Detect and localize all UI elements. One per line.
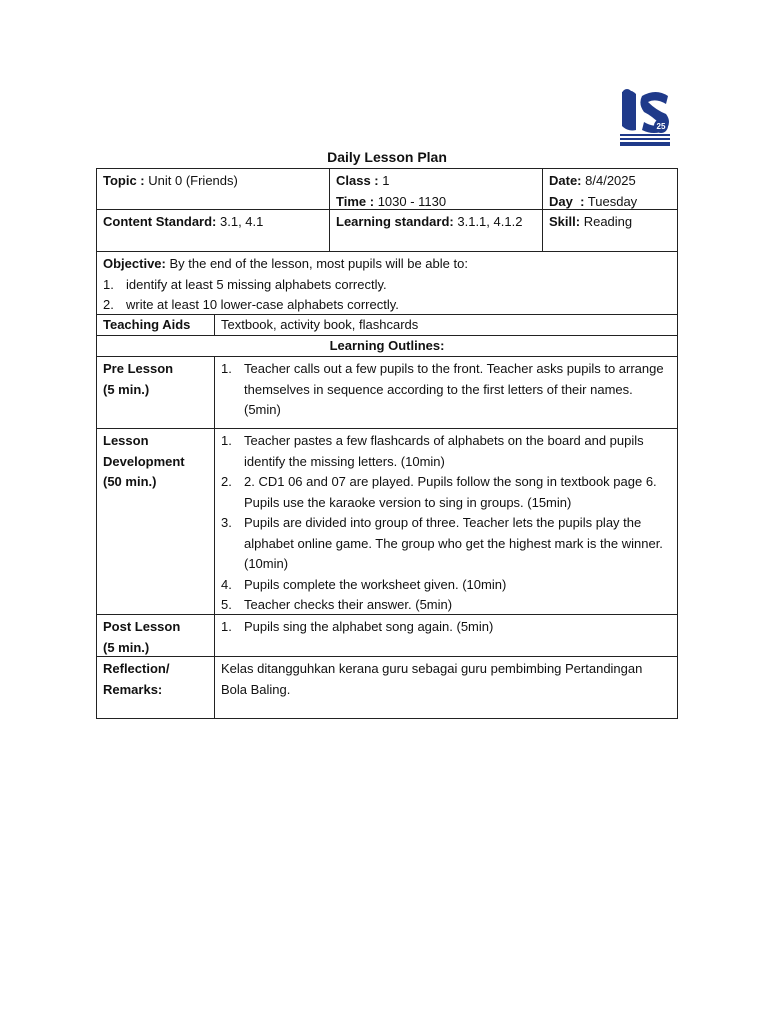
pre-lesson-title: Pre Lesson bbox=[103, 361, 174, 376]
teaching-aids-label: Teaching Aids bbox=[103, 317, 191, 332]
pre-lesson-duration: (5 min.) bbox=[103, 381, 150, 397]
item-text: Teacher checks their answer. (5min) bbox=[244, 597, 453, 612]
item-number: 3. bbox=[221, 515, 232, 530]
list-item bbox=[103, 275, 671, 296]
teaching-aids-value: Textbook, activity book, flashcards bbox=[214, 315, 677, 335]
post-lesson-label bbox=[97, 615, 214, 656]
school-logo bbox=[616, 86, 674, 148]
list-item bbox=[221, 359, 671, 421]
page-title: Daily Lesson Plan bbox=[327, 149, 447, 165]
topic-cell bbox=[97, 169, 329, 209]
skill-label: Skill: bbox=[549, 214, 581, 229]
reflection-title: Reflection/ bbox=[103, 661, 170, 676]
item-text: write at least 10 lower-case alphabets correctly. bbox=[126, 297, 399, 312]
lesson-development-list bbox=[221, 431, 671, 616]
lesson-development-content bbox=[214, 429, 677, 614]
class-value: 1 bbox=[382, 173, 390, 188]
item-text: Pupils sing the alphabet song again. (5min) bbox=[244, 619, 494, 634]
learning-standard-value: 3.1.1, 4.1.2 bbox=[457, 214, 523, 229]
lesson-development-duration: (50 min.) bbox=[103, 474, 157, 489]
post-lesson-list bbox=[221, 617, 671, 638]
post-lesson-duration: (5 min.) bbox=[103, 639, 150, 655]
learning-outlines-heading: Learning Outlines: bbox=[329, 338, 445, 353]
item-number: 1. bbox=[103, 276, 114, 292]
reflection-content: Kelas ditangguhkan kerana guru sebagai guru pembimbing Pertandingan Bola Baling. bbox=[214, 657, 677, 718]
objective-intro: By the end of the lesson, most pupils will be able to: bbox=[169, 256, 468, 271]
lesson-plan-table bbox=[96, 168, 678, 719]
item-text: identify at least 5 missing alphabets correctly. bbox=[126, 276, 387, 292]
objective-label: Objective: bbox=[103, 256, 166, 271]
objective-list bbox=[103, 275, 671, 316]
post-lesson-content bbox=[214, 615, 677, 656]
pre-lesson-label bbox=[97, 357, 214, 428]
learning-outlines-row bbox=[96, 336, 678, 357]
lesson-development-title: Lesson bbox=[103, 433, 149, 448]
content-standard-cell bbox=[97, 210, 329, 251]
item-text: Teacher pastes a few flashcards of alphabets on the board and pupils identify the missing letters. (10min) bbox=[244, 433, 644, 469]
list-item bbox=[221, 617, 671, 638]
lesson-development-row bbox=[96, 429, 678, 615]
class-time-cell bbox=[329, 169, 542, 209]
list-item bbox=[221, 472, 671, 513]
header-row bbox=[96, 168, 678, 210]
objective-cell bbox=[97, 252, 677, 314]
item-text: Pupils are divided into group of three. Teacher lets the pupils play the alphabet online game. The group who get the highest mark is the winner. (10min) bbox=[244, 515, 663, 571]
item-text: 2. CD1 06 and 07 are played. Pupils follow the song in textbook page 6. Pupils use the karaoke version to sing in groups. (15min) bbox=[244, 474, 657, 510]
post-lesson-title: Post Lesson bbox=[103, 619, 181, 634]
reflection-label bbox=[97, 657, 214, 718]
post-lesson-row bbox=[96, 615, 678, 657]
list-item bbox=[221, 513, 671, 575]
skill-cell bbox=[542, 210, 677, 251]
learning-standard-cell bbox=[329, 210, 542, 251]
reflection-row bbox=[96, 657, 678, 719]
item-text: Pupils complete the worksheet given. (10min) bbox=[244, 576, 507, 592]
teaching-aids-row bbox=[96, 315, 678, 336]
item-text: Teacher calls out a few pupils to the front. Teacher asks pupils to arrange themselves in sequence according to the first letters of their names. (5min) bbox=[244, 361, 664, 417]
remarks-title: Remarks: bbox=[103, 681, 163, 697]
topic-label: Topic : bbox=[103, 173, 145, 188]
standards-row bbox=[96, 210, 678, 252]
item-number: 1. bbox=[221, 361, 232, 376]
content-standard-label: Content Standard: bbox=[103, 214, 217, 229]
list-item bbox=[221, 431, 671, 472]
item-number: 5. bbox=[221, 597, 232, 612]
item-number: 4. bbox=[221, 576, 232, 592]
item-number: 1. bbox=[221, 433, 232, 448]
item-number: 2. bbox=[103, 297, 114, 312]
time-value: 1030 - 1130 bbox=[377, 193, 447, 209]
item-number: 1. bbox=[221, 619, 232, 634]
lesson-development-title-2: Development bbox=[103, 453, 185, 469]
pre-lesson-row bbox=[96, 357, 678, 429]
topic-value: Unit 0 (Friends) bbox=[148, 173, 238, 188]
day-label: Day : bbox=[549, 193, 585, 209]
list-item bbox=[221, 575, 671, 596]
date-label: Date: bbox=[549, 173, 582, 188]
day-value: Tuesday bbox=[587, 193, 638, 209]
logo-number: 25 bbox=[656, 122, 666, 131]
pre-lesson-content bbox=[214, 357, 677, 428]
lesson-development-label bbox=[97, 429, 214, 614]
skill-value: Reading bbox=[583, 214, 633, 229]
learning-standard-label: Learning standard: bbox=[336, 214, 454, 229]
list-item bbox=[103, 295, 671, 316]
time-label: Time : bbox=[336, 193, 375, 209]
pre-lesson-list bbox=[221, 359, 671, 421]
date-value: 8/4/2025 bbox=[585, 173, 636, 188]
list-item bbox=[221, 595, 671, 616]
item-number: 2. bbox=[221, 474, 232, 489]
content-standard-value: 3.1, 4.1 bbox=[220, 214, 264, 229]
class-label: Class : bbox=[336, 173, 379, 188]
date-day-cell bbox=[542, 169, 677, 209]
objective-row bbox=[96, 252, 678, 315]
